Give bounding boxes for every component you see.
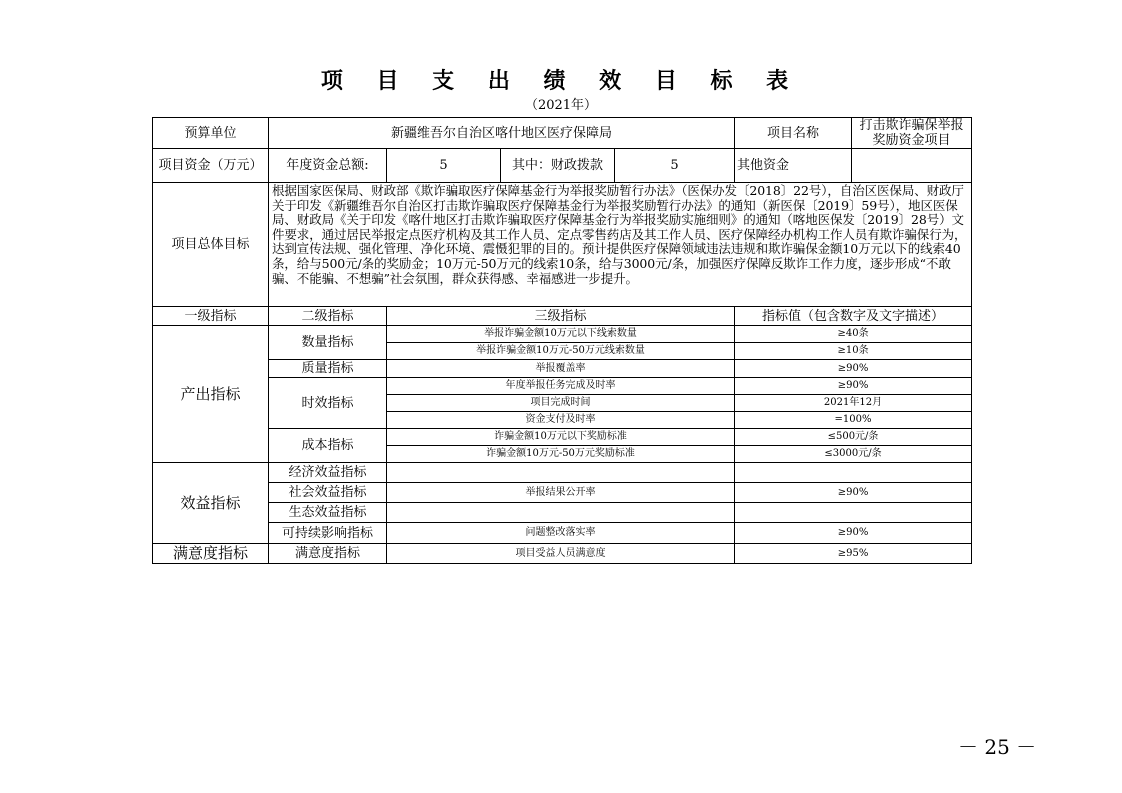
table-row bbox=[153, 360, 972, 378]
indicator-value: ≥90% bbox=[735, 378, 972, 395]
unit-label: 预算单位 bbox=[153, 118, 269, 149]
table-row bbox=[153, 378, 972, 395]
page-number: － 25 － bbox=[958, 735, 1037, 759]
performance-table bbox=[152, 117, 972, 564]
satisfaction-label: 满意度指标 bbox=[153, 544, 269, 564]
level2-indicator: 社会效益指标 bbox=[269, 483, 387, 503]
goal-row bbox=[153, 183, 972, 307]
project-name-label: 项目名称 bbox=[735, 118, 852, 149]
total-funds-value: 5 bbox=[387, 149, 501, 183]
value-header: 指标值（包含数字及文字描述） bbox=[735, 307, 972, 326]
indicator-value: ≥90% bbox=[735, 483, 972, 503]
indicator-value: ≥95% bbox=[735, 544, 972, 564]
indicator-value: ≥90% bbox=[735, 523, 972, 544]
indicator-name bbox=[387, 463, 735, 483]
indicator-value: 2021年12月 bbox=[735, 395, 972, 412]
table-row bbox=[153, 483, 972, 503]
indicator-value: ≥10条 bbox=[735, 343, 972, 360]
indicator-value: =100% bbox=[735, 412, 972, 429]
indicator-value: ≥40条 bbox=[735, 326, 972, 343]
indicator-header-row bbox=[153, 307, 972, 326]
quality-label: 质量指标 bbox=[269, 360, 387, 378]
year-label: （2021年） bbox=[524, 98, 598, 113]
indicator-name: 举报诈骗金额10万元-50万元线索数量 bbox=[387, 343, 735, 360]
level2-header: 二级指标 bbox=[269, 307, 387, 326]
level2-indicator: 可持续影响指标 bbox=[269, 523, 387, 544]
indicator-value bbox=[735, 463, 972, 483]
level3-header: 三级指标 bbox=[387, 307, 735, 326]
other-funds-value bbox=[852, 149, 972, 183]
fiscal-funds-label: 其中：财政拨款 bbox=[501, 149, 615, 183]
table-row bbox=[153, 429, 972, 446]
level1-header: 一级指标 bbox=[153, 307, 269, 326]
project-name-value: 打击欺诈骗保举报奖励资金项目 bbox=[852, 118, 972, 149]
indicator-value: ≤500元/条 bbox=[735, 429, 972, 446]
unit-row bbox=[153, 118, 972, 149]
goal-label: 项目总体目标 bbox=[153, 183, 269, 307]
total-funds-label: 年度资金总额: bbox=[269, 149, 387, 183]
other-funds-label: 其他资金 bbox=[735, 149, 852, 183]
indicator-name: 举报结果公开率 bbox=[387, 483, 735, 503]
indicator-name: 问题整改落实率 bbox=[387, 523, 735, 544]
funds-label: 项目资金（万元） bbox=[153, 149, 269, 183]
indicator-value: ≥90% bbox=[735, 360, 972, 378]
benefit-label: 效益指标 bbox=[153, 463, 269, 544]
output-label: 产出指标 bbox=[153, 326, 269, 463]
level2-indicator: 满意度指标 bbox=[269, 544, 387, 564]
unit-value: 新疆维吾尔自治区喀什地区医疗保障局 bbox=[269, 118, 735, 149]
timeliness-label: 时效指标 bbox=[269, 378, 387, 429]
level2-indicator: 生态效益指标 bbox=[269, 503, 387, 523]
table-row bbox=[153, 523, 972, 544]
table-row bbox=[153, 503, 972, 523]
page-title: 项 目 支 出 绩 效 目 标 表 bbox=[320, 69, 802, 94]
table-row bbox=[153, 544, 972, 564]
quantity-label: 数量指标 bbox=[269, 326, 387, 360]
indicator-name: 年度举报任务完成及时率 bbox=[387, 378, 735, 395]
level2-indicator: 经济效益指标 bbox=[269, 463, 387, 483]
table-row bbox=[153, 326, 972, 343]
cost-label: 成本指标 bbox=[269, 429, 387, 463]
indicator-name: 诈骗金额10万元-50万元奖励标准 bbox=[387, 446, 735, 463]
indicator-name: 诈骗金额10万元以下奖励标准 bbox=[387, 429, 735, 446]
indicator-name: 举报覆盖率 bbox=[387, 360, 735, 378]
indicator-name: 项目完成时间 bbox=[387, 395, 735, 412]
indicator-name: 项目受益人员满意度 bbox=[387, 544, 735, 564]
indicator-name: 资金支付及时率 bbox=[387, 412, 735, 429]
table-row bbox=[153, 463, 972, 483]
indicator-name bbox=[387, 503, 735, 523]
indicator-value bbox=[735, 503, 972, 523]
indicator-name: 举报诈骗金额10万元以下线索数量 bbox=[387, 326, 735, 343]
indicator-value: ≤3000元/条 bbox=[735, 446, 972, 463]
funds-row bbox=[153, 149, 972, 183]
fiscal-funds-value: 5 bbox=[615, 149, 735, 183]
goal-text: 根据国家医保局、财政部《欺诈骗取医疗保障基金行为举报奖励暂行办法》（医保办发〔2018〕22号），自治区医保局、财政厅关于印发《新疆维吾尔自治区打击欺诈骗取医疗保障基金行为举报奖励暂行办法》的通知（新医保〔2019〕59号），地区医保局、财政局《关于印发《喀什地区打击欺诈骗取医疗保障基金行为举报奖励实施细则》的通知（喀地医保发〔2019〕28号）文件要求，通过居民举报定点医疗机构及其工作人员、定点零售药店及其工作人员、医疗保障经办机构工作人员有欺诈骗保行为，达到宣传法规、强化管理、净化环境、震慑犯罪的目的。预计提供医疗保障领域违法违规和欺诈骗保金额10万元以下的线索40条，给与500元/条的奖励金；10万元-50万元的线索10条，给与3000元/条，加强医疗保障反欺诈工作力度，逐步形成“不敢骗、不能骗、不想骗”社会氛围，群众获得感、幸福感进一步提升。 bbox=[269, 183, 972, 307]
